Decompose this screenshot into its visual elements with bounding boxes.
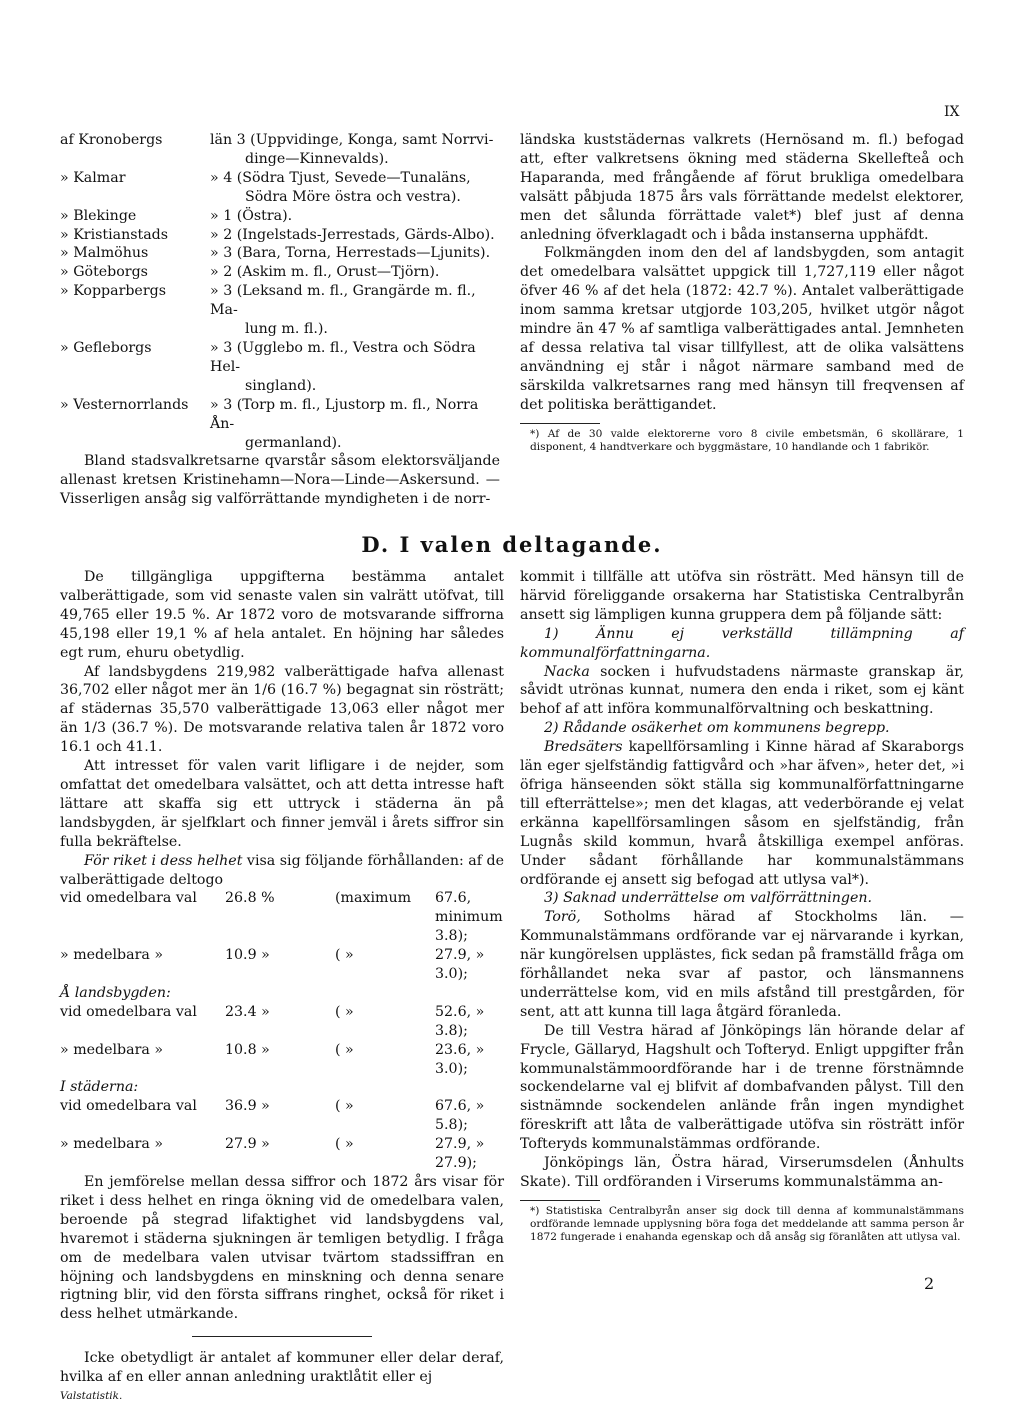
footnote-bredsater: *) Statistiska Centralbyrån anser sig dock till denna af kommunalstämmans ordförande lemnade upplysning böra foga det meddelande att samma person år 1872 fungerade i enahanda egenskap och då ansåg sig föranlåten att utlysa val.	[530, 1204, 964, 1243]
column-bottom-right	[520, 568, 964, 1244]
district-continuation: Södra Möre östra och vestra).	[245, 188, 461, 205]
district-list-text: » 1 (Östra).	[210, 207, 293, 224]
district-list-text: » 3 (Leksand m. fl., Grangärde m. fl., Ma-	[210, 283, 476, 319]
table-cell: ( »	[335, 1098, 354, 1115]
table-cell: ( »	[335, 1003, 354, 1020]
table-cell	[248, 1078, 348, 1097]
table-cell: 23.4 »	[225, 1003, 270, 1020]
district-list-text: » 3 (Bara, Torna, Herrestads—Ljunits).	[210, 245, 491, 262]
table-cell	[138, 1078, 248, 1097]
footnote-rule	[520, 423, 600, 424]
district-row	[60, 339, 500, 377]
subheading-1: 1) Ännu ej verkställd tillämpning af kommunalförfattningarna.	[520, 625, 964, 661]
table-cell: 27.9, » 27.9);	[435, 1136, 485, 1172]
column-top-left	[60, 131, 500, 509]
paragraph-intresse: Att intresset för valen varit lifligare i de nejder, som omfattat det omedelbara valsättet, och att detta intresse haft lättare att skaffa sig ett uttryck i städerna än på landsbygden, är sjelfklart och finner jemväl i årets siffror sin fulla bekräftelse.	[60, 758, 504, 850]
table-cell: 23.6, » 3.0);	[435, 1041, 485, 1077]
paragraph-vestra-harad: De till Vestra härad af Jönköpings län hörande delar af Frycle, Gällaryd, Hagshult och Tofteryd. Enligt uppgifter från kommunalstämmoordförande har i de trenne förstnämnde sockendelarne val ej blifvit af dombafvanden pålyst. Till den sistnämnde sockendelen anlände från ingen myndighet föreskrift att låta de valberättigade utöfva sin rösträtt inför Tofteryds kommunalstämmas ordförande.	[520, 1022, 964, 1153]
table-row	[60, 889, 504, 946]
table-cell: (maximum	[335, 890, 412, 907]
participation-table	[60, 889, 504, 1173]
paragraph-riket	[60, 852, 504, 890]
table-cell: » medelbara »	[60, 947, 164, 964]
paragraph-stadsvalkretsar: Bland stadsvalkretsarne qvarstår såsom elektorsväljande allenast kretsen Kristinehamn—Nora—Linde—Askersund. — Visserligen ansåg sig valförrättande myndigheten i de norr-	[60, 453, 500, 508]
table-cell	[348, 1078, 504, 1097]
district-county: af Kronobergs	[60, 132, 163, 148]
nacka-italic: Nacka	[544, 663, 590, 680]
district-county: » Blekinge	[60, 207, 137, 224]
district-continuation: dinge—Kinnevalds).	[245, 150, 389, 167]
district-row	[60, 263, 500, 282]
district-row	[60, 244, 500, 263]
table-row	[60, 1078, 504, 1097]
district-row	[60, 207, 500, 226]
paragraph-landsbygd: Af landsbygdens 219,982 valberättigade hafva allenast 36,702 eller något mer än 1/6 (16.7 %) begagnat sin rösträtt; af städernas 35,570 valberättigade 13,063 eller något mer än 1/3 (36.7 %). De motsvarande relativa talen år 1872 voro 16.1 och 41.1.	[60, 663, 504, 756]
district-county: » Gefleborgs	[60, 339, 152, 356]
table-row	[60, 1097, 504, 1135]
district-continuation: lung m. fl.).	[245, 321, 328, 338]
table-cell: vid omedelbara val	[60, 1003, 197, 1020]
paragraph-uppgifter: De tillgängliga uppgifterna bestämma antalet valberättigade, som vid senaste valen sin valrätt utöfvat, till 49,765 eller 19.5 %. Ar 1872 voro de motsvarande siffrorna 45,198 eller 19,1 % af hela antalet. En höjning har således egt rum, ehuru obetydlig.	[60, 569, 504, 661]
table-cell: 27.9, » 3.0);	[435, 947, 485, 983]
table-cell: I städerna:	[60, 1079, 139, 1096]
nacka-text: socken i hufvudstadens närmaste granskap är, såvidt utrönas kunnat, numera den enda i riket, som ej känt behof af att införa kommunalförvaltning och beskattning.	[520, 663, 964, 718]
paragraph-toro	[520, 908, 964, 1021]
district-list-text: län 3 (Uppvidinge, Konga, samt Norrvi-	[210, 132, 494, 148]
table-cell: Å landsbygden:	[60, 984, 171, 1001]
riket-italic: För riket i dess helhet	[84, 852, 243, 869]
table-cell: » medelbara »	[60, 1041, 164, 1058]
district-list-text: » 3 (Ugglebo m. fl., Vestra och Södra Hel-	[210, 339, 476, 375]
table-row	[60, 1135, 504, 1173]
paragraph-kuststader: ländska kuststädernas valkrets (Hernösand m. fl.) befogad att, efter valkretsens ökning med städerna Skellefteå och Haparanda, med frångående af förut brukliga omedelbara valsätt påbjuda 1875 års vals förrättande medelst elektorer, men det sålunda förrättade valet*) blef just af denna anledning öfverklagadt och i båda instanserna upphäfdt.	[520, 132, 964, 243]
table-row	[60, 1003, 504, 1041]
district-county: » Vesternorrlands	[60, 396, 189, 413]
column-top-right	[520, 131, 964, 454]
page-number-top: IX	[944, 104, 960, 120]
paragraph-bredsater	[520, 738, 964, 889]
paragraph-jemforelse: En jemförelse mellan dessa siffror och 1872 års visar för riket i dess helhet en ringa ökning vid de omedelbara valen, beroende på stegrad lifaktighet vid landsbygdens val, hvaremot i städerna sjukningen är temligen betydlig. I fråga om de medelbara valen utvisar tvärtom stadssiffran en höjning och landsbygdens en minskning och denna senare rigtning blir, vid den första siffrans ringhet, också för riket i dess helhet utmärkande.	[60, 1174, 504, 1323]
bredsater-text: kapellförsamling i Kinne härad af Skaraborgs län eger sjelfständig fattigvård och »har äfven», heter det, »i öfriga hänseenden sökt ställa sig kommunalförfattningarne till efterrättelse»; men det klagas, att vederbörande ej velat erkänna kapellförsamlingen såsom en sjelfständig, från Lugnås skild kommun, hvarå åtskilliga exempel anföras. Under sådant förhållande har kommunalstämmans ordförande ej ansett sig befogad att utlysa val*).	[520, 739, 964, 888]
table-cell: ( »	[335, 1041, 354, 1058]
page-number-bottom: 2	[924, 1274, 935, 1293]
column-bottom-left	[60, 568, 504, 1406]
subheading-3: 3) Saknad underrättelse om valförrättningen.	[544, 890, 873, 907]
table-cell: » medelbara »	[60, 1136, 164, 1153]
table-row	[60, 1041, 504, 1079]
table-cell: 10.9 »	[225, 947, 270, 964]
district-list-text: » 2 (Ingelstads-Jerrestads, Gärds-Albo).	[210, 226, 495, 243]
district-county: » Malmöhus	[60, 245, 149, 262]
section-heading: D. I valen deltagande.	[361, 532, 663, 557]
footnote-rule-2	[520, 1200, 600, 1201]
table-row	[60, 984, 504, 1003]
paragraph-jonkoping: Jönköpings län, Östra härad, Virserumsdelen (Ånhults Skate). Till ordföranden i Virserums kommunalstämma an-	[520, 1155, 964, 1190]
table-cell: ( »	[335, 947, 354, 964]
toro-text: Sotholms härad af Stockholms län. — Kommunalstämmans ordförande var ej närvarande i kyrkan, när kungörelsen upplästes, fick sedan på framställd fråga om förhållandet neka svar af pastor, och länsmannens underrättelse kom, vid en mils afstånd till prestgården, för sent, att att kunna till laga åtgärd föranleda.	[520, 909, 964, 1020]
district-county: » Kalmar	[60, 169, 126, 186]
district-row	[60, 169, 500, 188]
district-list	[60, 131, 500, 452]
district-list-text: » 3 (Torp m. fl., Ljustorp m. fl., Norra Ån-	[210, 396, 479, 432]
table-cell: 27.9 »	[225, 1136, 270, 1153]
district-list-text: » 2 (Askim m. fl., Orust—Tjörn).	[210, 264, 440, 281]
district-county: » Göteborgs	[60, 264, 148, 281]
district-row	[60, 282, 500, 320]
signature-valstatistik: Valstatistik.	[60, 1390, 123, 1403]
district-row	[60, 396, 500, 434]
table-cell: ( »	[335, 1136, 354, 1153]
table-row	[60, 946, 504, 984]
district-continuation: germanland).	[245, 434, 342, 451]
footnote-elektorer: *) Af de 30 valde elektorerne voro 8 civile embetsmän, 6 skollärare, 1 disponent, 4 handtverkare och byggmästare, 10 handlande och 1 fabrikör.	[530, 427, 964, 453]
table-cell	[381, 984, 504, 1003]
separator-rule	[192, 1336, 372, 1337]
table-cell: 26.8 %	[225, 890, 275, 907]
toro-italic: Torö,	[544, 909, 581, 926]
table-cell: 67.6, » 5.8);	[435, 1098, 485, 1134]
district-row	[60, 131, 500, 150]
table-cell	[171, 984, 281, 1003]
table-cell: 10.8 »	[225, 1041, 270, 1058]
table-cell: 36.9 »	[225, 1098, 270, 1115]
district-county: » Kristianstads	[60, 226, 169, 243]
paragraph-rostratt: kommit i tillfälle att utöfva sin rösträtt. Med hänsyn till de härvid föreliggande orsakerna har Statistiska Centralbyrån ansett sig lämpligen kunna gruppera dem på följande sätt:	[520, 569, 964, 623]
subheading-2: 2) Rådande osäkerhet om kommunens begrepp.	[544, 720, 890, 737]
paragraph-kommuner: Icke obetydligt är antalet af kommuner eller delar deraf, hvilka af en eller annan anledning uraktlåtit eller ej	[60, 1350, 504, 1386]
paragraph-folkmangd: Folkmängden inom den del af landsbygden, som antagit det omedelbara valsättet uppgick till 1,727,119 eller något öfver 46 % af det hela (1872: 42.7 %). Antalet valberättigade inom samma kretsar utgjorde 103,205, hvilket utgör något mindre än 47 % af samtliga valberättigades antal. Jemnheten af dessa relativa tal visar tillfyllest, att de olika valsättens användning ej står i något närmare samband med de särskilda valkretsarnes rang med hänsyn till freqvensen af det politiska berättigandet.	[520, 245, 964, 413]
district-list-text: » 4 (Södra Tjust, Sevede—Tunaläns,	[210, 169, 471, 186]
table-cell: vid omedelbara val	[60, 1098, 197, 1115]
paragraph-nacka	[520, 663, 964, 720]
table-cell: vid omedelbara val	[60, 890, 197, 907]
bredsater-italic: Bredsäters	[544, 739, 623, 756]
district-continuation: singland).	[245, 377, 317, 394]
table-cell: 52.6, » 3.8);	[435, 1003, 485, 1039]
riket-text: visa sig följande förhållanden: af de valberättigade deltogo	[60, 852, 504, 888]
district-row	[60, 226, 500, 245]
district-county: » Kopparbergs	[60, 283, 166, 300]
table-cell	[281, 984, 381, 1003]
table-cell: 67.6, minimum 3.8);	[435, 890, 503, 945]
